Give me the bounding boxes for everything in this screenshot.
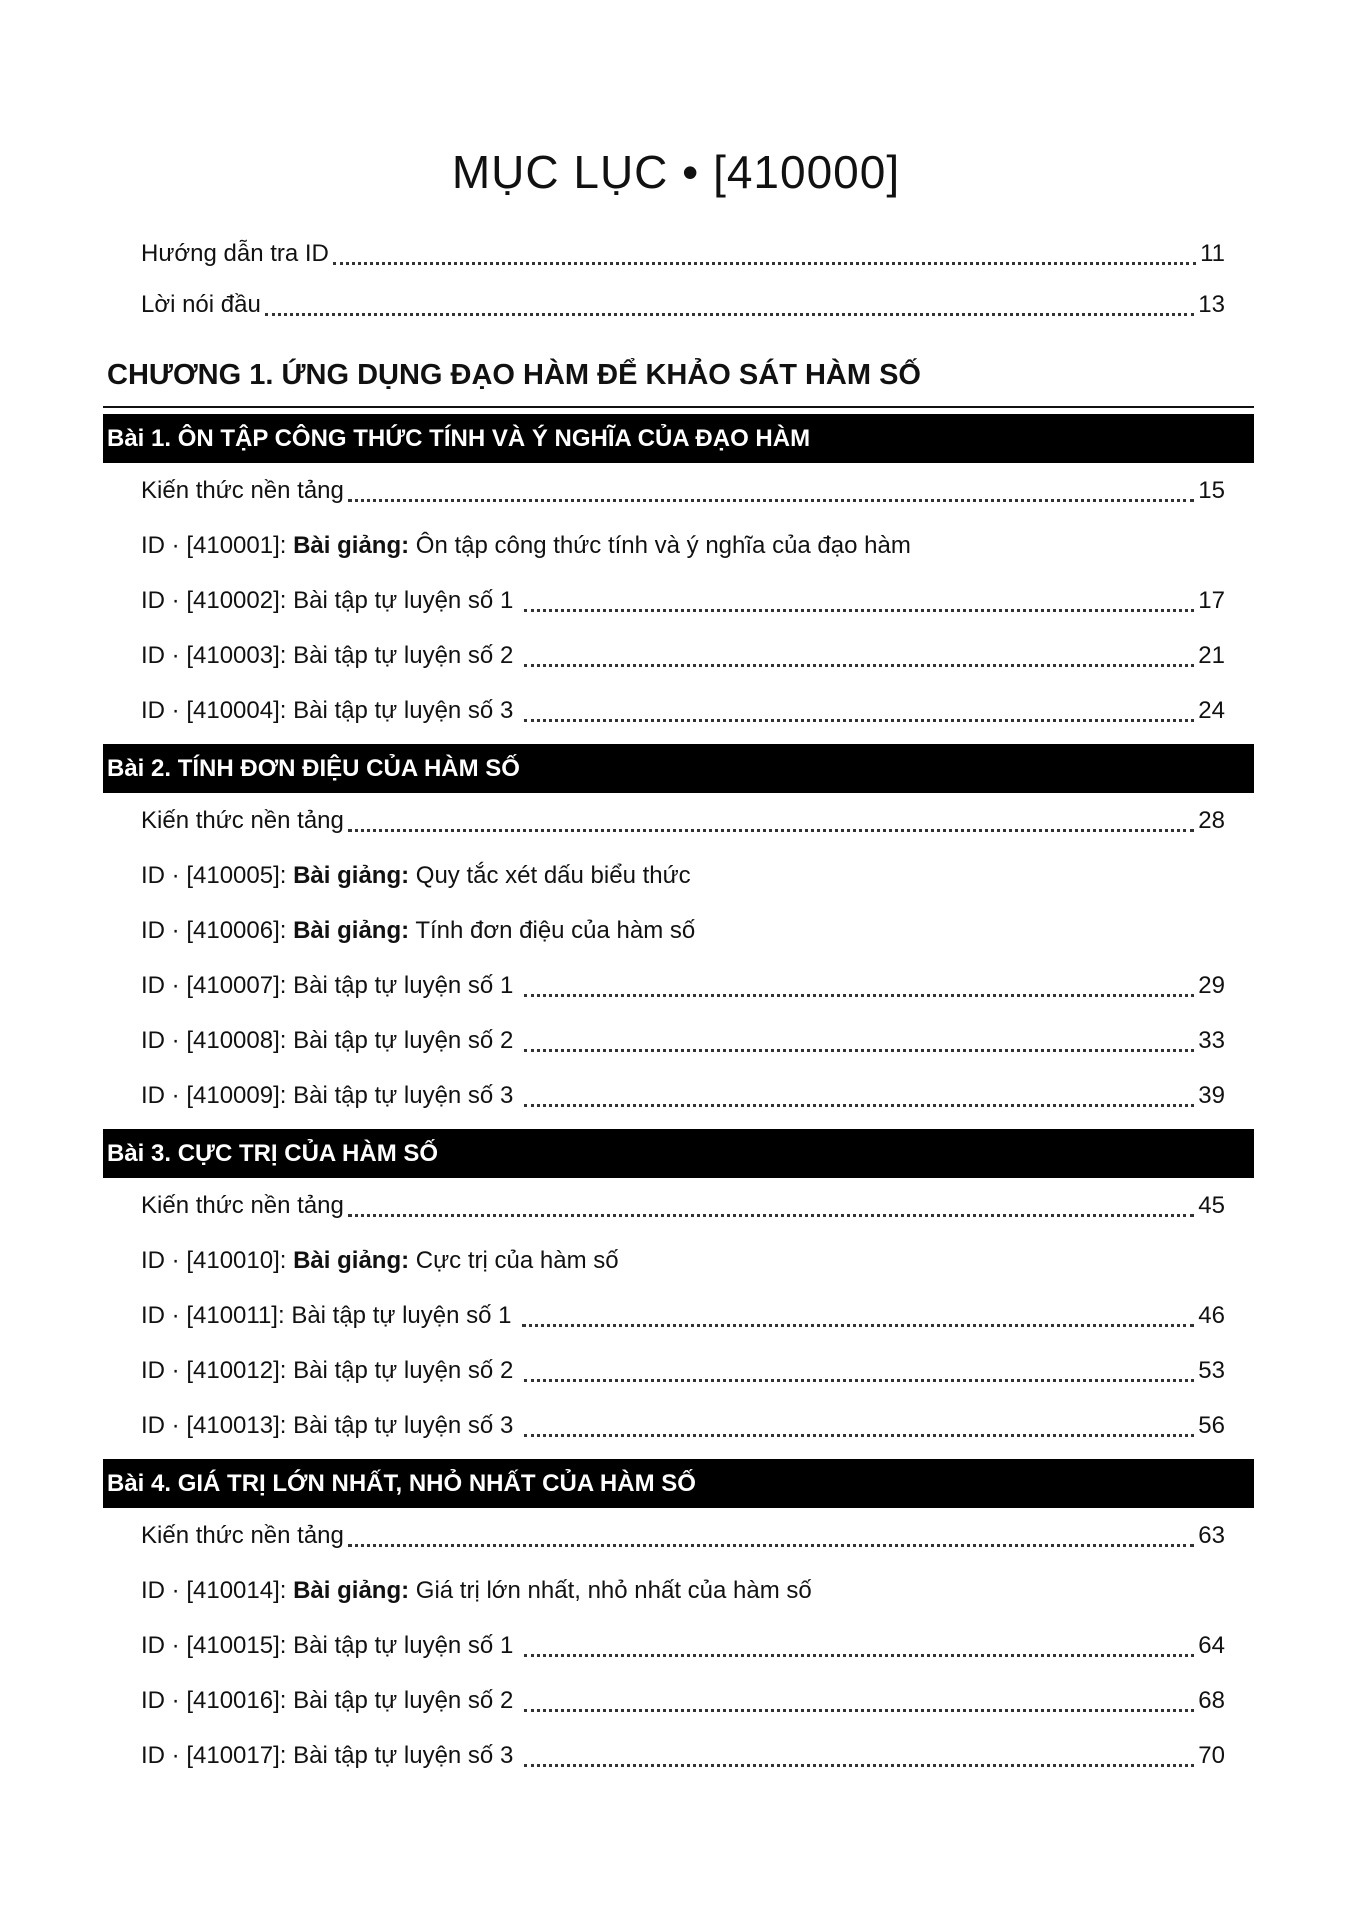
page-number: 64 bbox=[1198, 1631, 1225, 1659]
dot-leader bbox=[348, 1214, 1194, 1217]
toc-entry[interactable] bbox=[103, 1178, 1254, 1233]
entry-label bbox=[141, 1247, 619, 1275]
entry-label bbox=[141, 1522, 344, 1550]
entry-label bbox=[141, 1742, 520, 1770]
dot-leader bbox=[348, 829, 1194, 832]
entry-title: Tính đơn điệu của hàm số bbox=[409, 916, 696, 944]
toc-entry[interactable] bbox=[103, 1233, 1254, 1288]
entry-label bbox=[141, 972, 520, 1000]
entry-title: Bài tập tự luyện số 1 bbox=[293, 1631, 520, 1659]
toc-entry[interactable] bbox=[103, 793, 1254, 848]
page-number: 70 bbox=[1198, 1741, 1225, 1769]
entry-title: Bài tập tự luyện số 1 bbox=[293, 586, 520, 614]
toc-section bbox=[103, 414, 1254, 738]
toc-entry[interactable] bbox=[103, 573, 1254, 628]
entry-title: Bài tập tự luyện số 3 bbox=[293, 1411, 520, 1439]
page-number: 24 bbox=[1198, 696, 1225, 724]
entry-label bbox=[141, 642, 520, 670]
divider bbox=[103, 406, 1254, 408]
toc-entry[interactable] bbox=[103, 1013, 1254, 1068]
entry-label bbox=[141, 1357, 520, 1385]
toc-section bbox=[103, 744, 1254, 1123]
entry-title: Giá trị lớn nhất, nhỏ nhất của hàm số bbox=[409, 1576, 812, 1604]
entry-label: Hướng dẫn tra ID bbox=[141, 239, 329, 267]
page-number: 29 bbox=[1198, 971, 1225, 999]
page-number: 63 bbox=[1198, 1521, 1225, 1549]
lecture-tag: Bài giảng: bbox=[293, 531, 410, 559]
toc-entry[interactable] bbox=[103, 1673, 1254, 1728]
entry-id: ID · [410007]: bbox=[141, 971, 294, 999]
dot-leader bbox=[524, 719, 1194, 722]
page-number: 11 bbox=[1200, 239, 1225, 267]
entry-title: Ôn tập công thức tính và ý nghĩa của đạo hàm bbox=[409, 531, 911, 559]
entry-label bbox=[141, 532, 911, 560]
page-number: 46 bbox=[1198, 1301, 1225, 1329]
entry-label bbox=[141, 1687, 520, 1715]
entry-id: ID · [410013]: bbox=[141, 1411, 294, 1439]
lecture-tag: Bài giảng: bbox=[293, 861, 410, 889]
toc-entry[interactable] bbox=[103, 848, 1254, 903]
entry-title: Bài tập tự luyện số 3 bbox=[293, 1081, 520, 1109]
entry-label bbox=[141, 917, 695, 945]
page-number: 45 bbox=[1198, 1191, 1225, 1219]
lecture-tag: Bài giảng: bbox=[293, 1246, 410, 1274]
toc-entry[interactable] bbox=[103, 1343, 1254, 1398]
toc-entry[interactable] bbox=[103, 463, 1254, 518]
page-number: 53 bbox=[1198, 1356, 1225, 1384]
dot-leader bbox=[524, 1434, 1194, 1437]
page-number: 21 bbox=[1198, 641, 1225, 669]
entry-id: ID · [410011]: bbox=[141, 1301, 292, 1329]
page-number: 56 bbox=[1198, 1411, 1225, 1439]
entry-id: ID · [410001]: bbox=[141, 531, 294, 559]
entry-label bbox=[141, 807, 344, 835]
entry-label: Lời nói đầu bbox=[141, 290, 261, 318]
entry-id: ID · [410004]: bbox=[141, 696, 294, 724]
entry-title: Bài tập tự luyện số 3 bbox=[293, 1741, 520, 1769]
page-number: 68 bbox=[1198, 1686, 1225, 1714]
section-heading[interactable]: Bài 1. ÔN TẬP CÔNG THỨC TÍNH VÀ Ý NGHĨA CỦA ĐẠO HÀM bbox=[103, 414, 1254, 463]
entry-id: ID · [410003]: bbox=[141, 641, 294, 669]
dot-leader bbox=[524, 1379, 1194, 1382]
entry-title: Bài tập tự luyện số 1 bbox=[293, 971, 520, 999]
toc-entry[interactable] bbox=[103, 228, 1254, 279]
toc-section bbox=[103, 1129, 1254, 1453]
entry-label bbox=[141, 1632, 520, 1660]
entry-label bbox=[141, 697, 520, 725]
entry-label bbox=[141, 1027, 520, 1055]
entry-id: ID · [410009]: bbox=[141, 1081, 294, 1109]
entry-title: Cực trị của hàm số bbox=[409, 1246, 619, 1274]
toc-entry[interactable] bbox=[103, 1618, 1254, 1673]
toc-entry[interactable] bbox=[103, 1508, 1254, 1563]
entry-id: ID · [410010]: bbox=[141, 1246, 294, 1274]
entry-label bbox=[141, 1302, 518, 1330]
entry-title: Bài tập tự luyện số 3 bbox=[293, 696, 520, 724]
section-heading[interactable]: Bài 3. CỰC TRỊ CỦA HÀM SỐ bbox=[103, 1129, 1254, 1178]
entry-label bbox=[141, 862, 691, 890]
toc-entry[interactable] bbox=[103, 1728, 1254, 1783]
toc-entry[interactable] bbox=[103, 1563, 1254, 1618]
entry-id: ID · [410008]: bbox=[141, 1026, 294, 1054]
front-matter-list bbox=[103, 228, 1254, 330]
toc-entry[interactable] bbox=[103, 1288, 1254, 1343]
entry-id: ID · [410005]: bbox=[141, 861, 294, 889]
dot-leader bbox=[524, 609, 1194, 612]
dot-leader bbox=[524, 1654, 1194, 1657]
toc-entry[interactable] bbox=[103, 1068, 1254, 1123]
dot-leader bbox=[524, 994, 1194, 997]
dot-leader bbox=[333, 262, 1196, 265]
dot-leader bbox=[265, 313, 1194, 316]
dot-leader bbox=[524, 1049, 1194, 1052]
page-title: MỤC LỤC • [410000] bbox=[451, 146, 901, 198]
entry-title: Kiến thức nền tảng bbox=[141, 1191, 344, 1219]
entry-id: ID · [410015]: bbox=[141, 1631, 294, 1659]
entry-id: ID · [410002]: bbox=[141, 586, 294, 614]
toc-entry[interactable] bbox=[103, 683, 1254, 738]
dot-leader bbox=[522, 1324, 1194, 1327]
page-number: 17 bbox=[1198, 586, 1225, 614]
entry-label bbox=[141, 1412, 520, 1440]
toc-entry[interactable] bbox=[103, 279, 1254, 330]
dot-leader bbox=[348, 499, 1194, 502]
entry-title: Bài tập tự luyện số 2 bbox=[293, 1686, 520, 1714]
toc-section bbox=[103, 1459, 1254, 1783]
entry-label bbox=[141, 1082, 520, 1110]
entry-title: Bài tập tự luyện số 2 bbox=[293, 1356, 520, 1384]
entry-id: ID · [410014]: bbox=[141, 1576, 294, 1604]
page-number: 39 bbox=[1198, 1081, 1225, 1109]
page-number: 28 bbox=[1198, 806, 1225, 834]
page-number: 13 bbox=[1198, 290, 1225, 318]
entry-label bbox=[141, 1577, 812, 1605]
toc-entry[interactable] bbox=[103, 1398, 1254, 1453]
entry-label bbox=[141, 1192, 344, 1220]
toc-entry[interactable] bbox=[103, 903, 1254, 958]
toc-entry[interactable] bbox=[103, 628, 1254, 683]
entry-title: Quy tắc xét dấu biểu thức bbox=[409, 861, 691, 889]
dot-leader bbox=[524, 1764, 1194, 1767]
entry-label bbox=[141, 477, 344, 505]
dot-leader bbox=[524, 1104, 1194, 1107]
section-heading[interactable]: Bài 2. TÍNH ĐƠN ĐIỆU CỦA HÀM SỐ bbox=[103, 744, 1254, 793]
section-heading[interactable]: Bài 4. GIÁ TRỊ LỚN NHẤT, NHỎ NHẤT CỦA HÀM SỐ bbox=[103, 1459, 1254, 1508]
page-number: 15 bbox=[1198, 476, 1225, 504]
sections-list bbox=[103, 414, 1254, 1789]
lecture-tag: Bài giảng: bbox=[293, 916, 410, 944]
lecture-tag: Bài giảng: bbox=[293, 1576, 410, 1604]
entry-title: Kiến thức nền tảng bbox=[141, 1521, 344, 1549]
entry-id: ID · [410006]: bbox=[141, 916, 294, 944]
entry-title: Bài tập tự luyện số 1 bbox=[291, 1301, 519, 1329]
entry-id: ID · [410017]: bbox=[141, 1741, 294, 1769]
dot-leader bbox=[348, 1544, 1194, 1547]
entry-id: ID · [410016]: bbox=[141, 1686, 294, 1714]
entry-id: ID · [410012]: bbox=[141, 1356, 294, 1384]
page-number: 33 bbox=[1198, 1026, 1225, 1054]
chapter-heading: CHƯƠNG 1. ỨNG DỤNG ĐẠO HÀM ĐỂ KHẢO SÁT HÀM SỐ bbox=[107, 359, 921, 391]
entry-title: Kiến thức nền tảng bbox=[141, 476, 344, 504]
entry-title: Kiến thức nền tảng bbox=[141, 806, 344, 834]
dot-leader bbox=[524, 664, 1194, 667]
entry-title: Bài tập tự luyện số 2 bbox=[293, 641, 520, 669]
entry-title: Bài tập tự luyện số 2 bbox=[293, 1026, 520, 1054]
toc-entry[interactable] bbox=[103, 518, 1254, 573]
entry-label bbox=[141, 587, 520, 615]
dot-leader bbox=[524, 1709, 1194, 1712]
toc-entry[interactable] bbox=[103, 958, 1254, 1013]
